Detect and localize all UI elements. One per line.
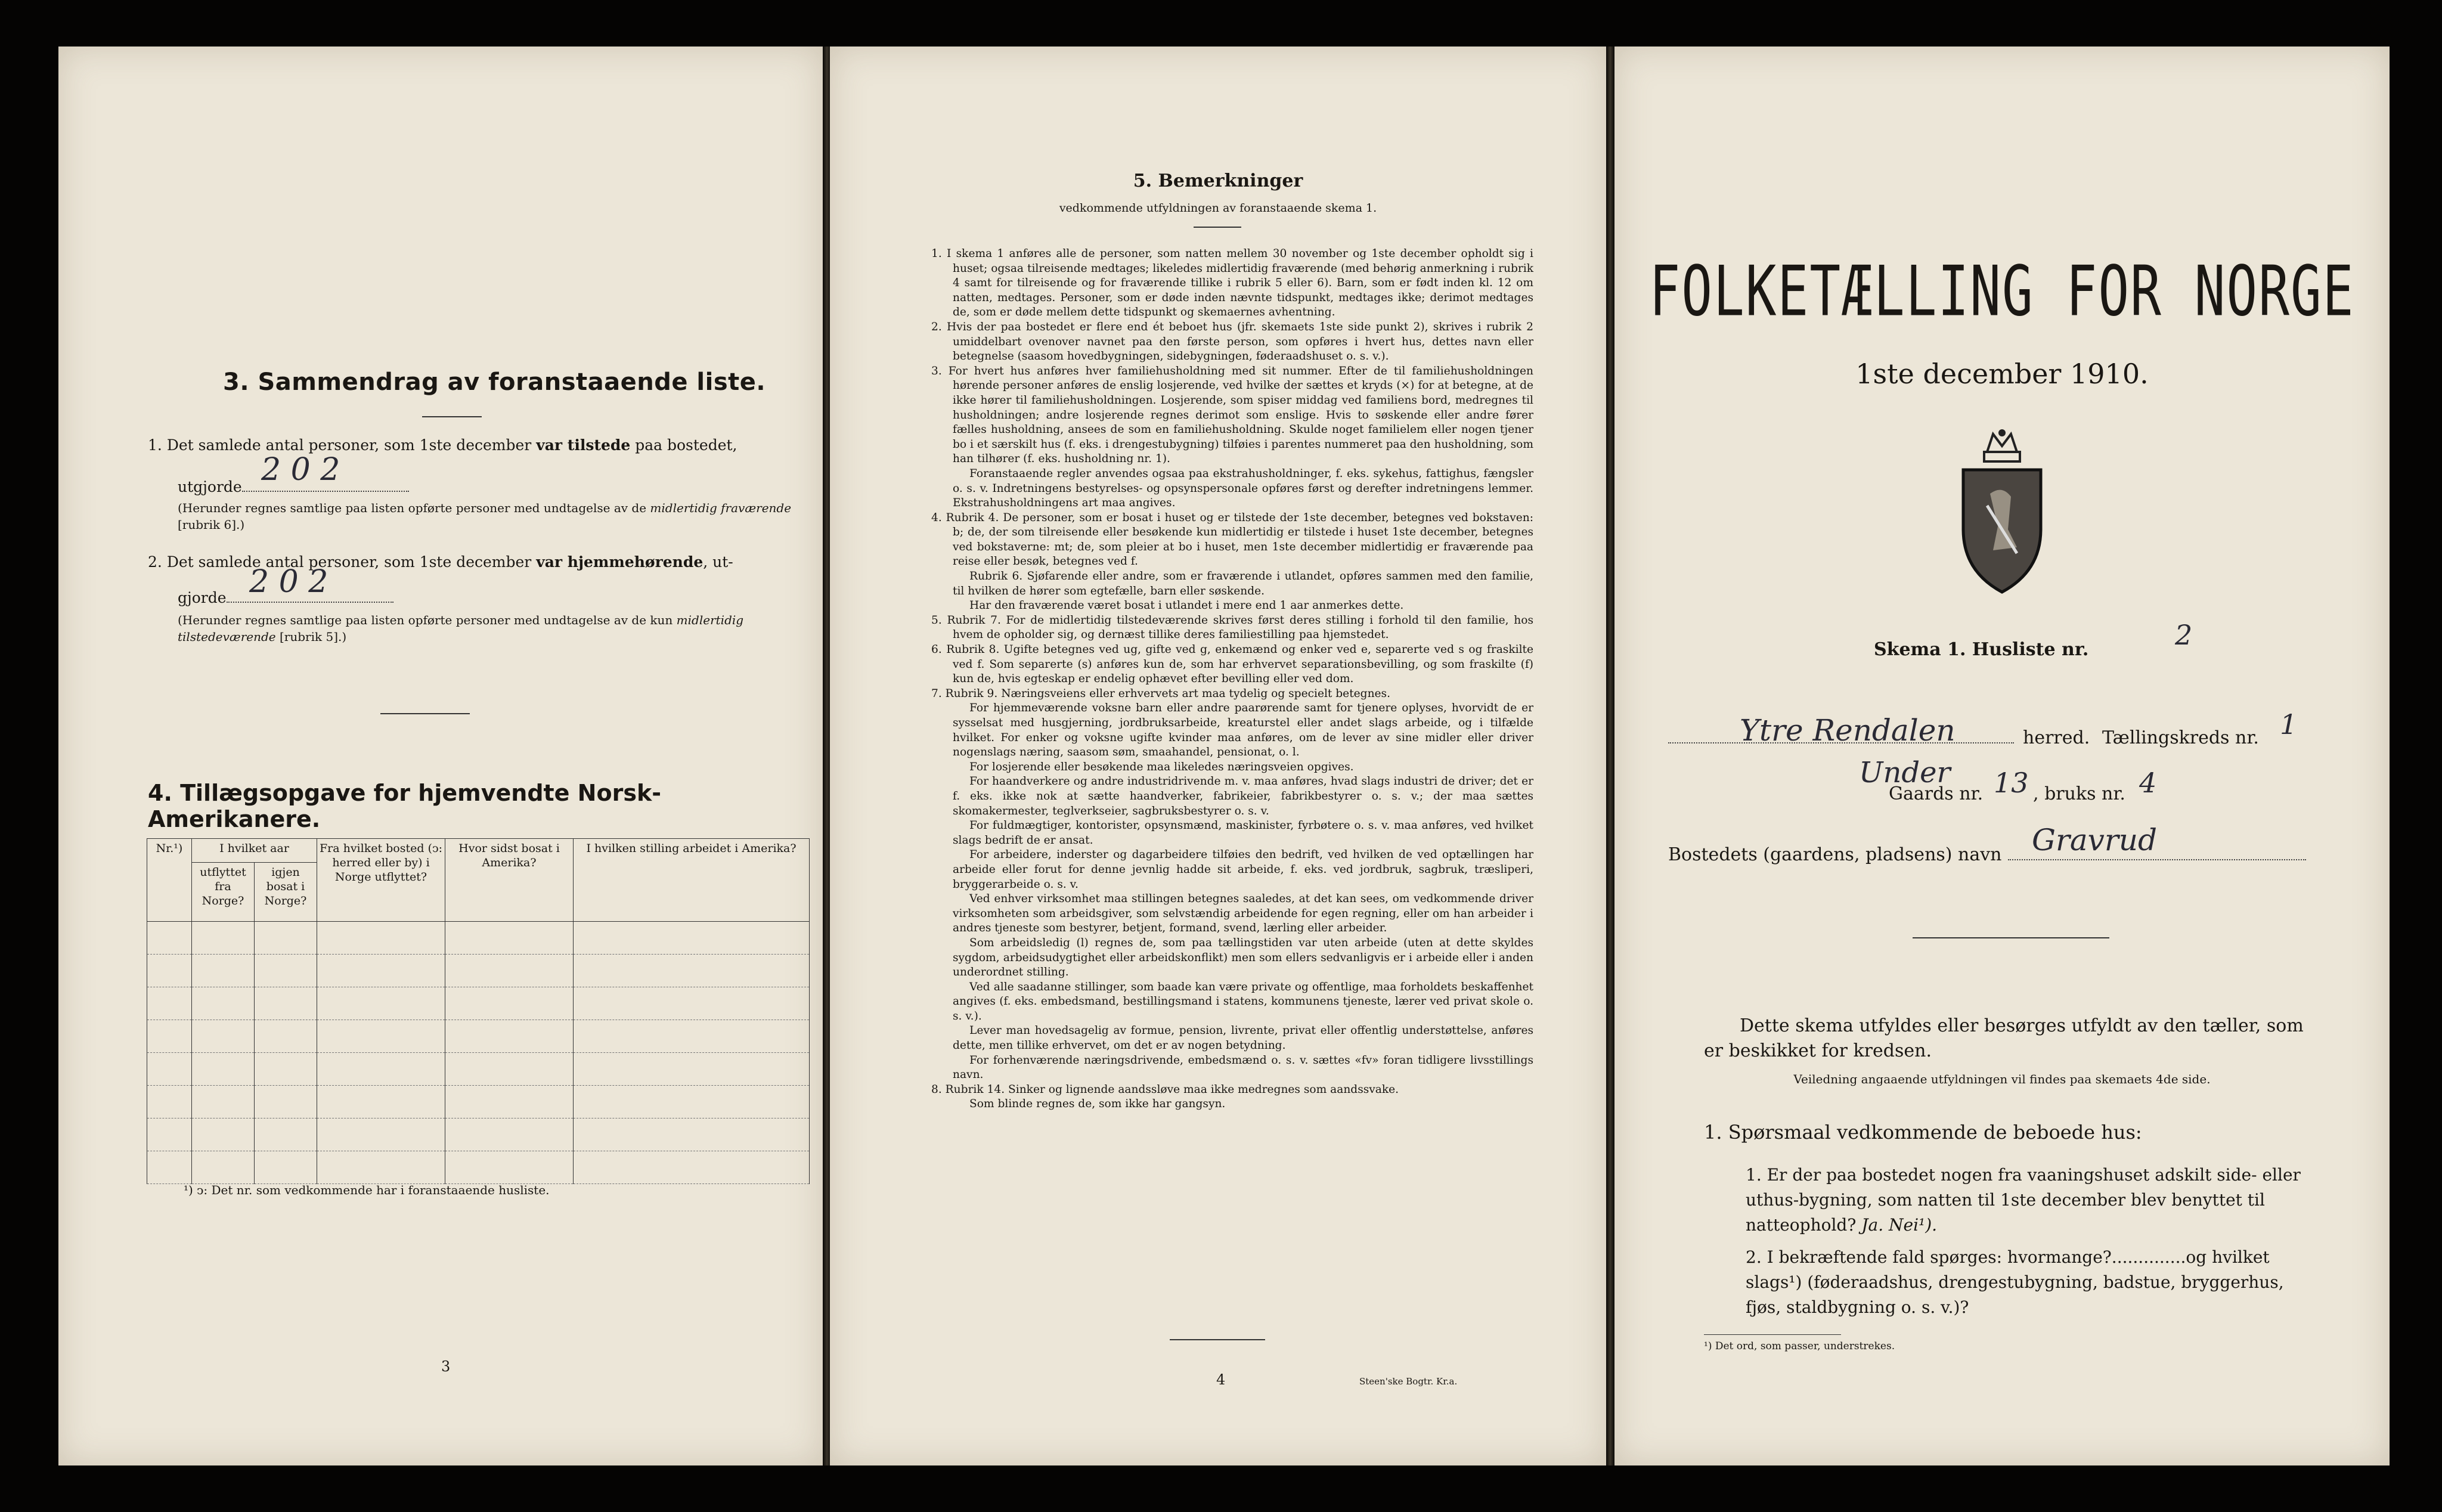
remark-paragraph: Som arbeidsledig (l) regnes de, som paa tællingstiden var uten arbeide (uten at dette skyldes sygdom, arbeidsudygtighet eller arbeidskonflikt) men som ellers sedvanligvis er i arbeide eller i anden underordnet stilling. (953, 936, 1533, 979)
document-title: FOLKETÆLLING FOR NORGE (1649, 252, 2355, 332)
question-1-1: 1. Er der paa bostedet nogen fra vaaningshuset adskilt side- eller uthus-bygning, som natten til 1ste december blev benyttet til natteophold? Ja. Nei¹). (1746, 1165, 2301, 1235)
remark-paragraph: Som blinde regnes de, som ikke har gangsyn. (969, 1098, 1226, 1111)
footnote: ¹) Det ord, som passer, understrekes. (1704, 1340, 1895, 1352)
item1-note: (Herunder regnes samtlige paa listen opførte personer med undtagelse av de midlertidig fraværende [rubrik 6].) (178, 501, 792, 532)
remark-paragraph: Har den fraværende været bosat i utlandet i mere end 1 aar anmerkes dette. (969, 599, 1404, 612)
remark-paragraph: Foranstaaende regler anvendes ogsaa paa ekstrahusholdninger, f. eks. sykehus, fattighus, fængsler o. s. v. Indretningens bestyrelses- og opsynspersonale opføres først og derefter indretningens lemmer. Ekstrahusholdningens art maa angives. (953, 467, 1533, 510)
col-fra: Fra hvilket bosted (ↄ: herred eller by) i Norge utflyttet? (317, 839, 445, 922)
remark-paragraph: For fuldmægtiger, kontorister, opsynsmænd, maskinister, fyrbøtere o. s. v. maa anføres, ved hvilket slags bedrift de er ansat. (953, 819, 1533, 847)
remark-paragraph: 7. Rubrik 9. Næringsveiens eller erhvervets art maa tydelig og specielt betegnes. (931, 687, 1390, 700)
remark-paragraph: For hjemmeværende voksne barn eller andre paarørende samt for tjenere oplyses, hvorvidt de er sysselsat med husgjerning, jordbruksarbeide, kreaturstel eller andet slags arbeide, og i tilfælde hvilket. For enker og voksne ugifte kvinder maa anføres, om de lever av sine midler eller driver nogenslags næring, saasom søm, smaahandel, pensionat, o. l. (953, 702, 1533, 759)
page-number: 3 (441, 1358, 451, 1375)
skema-label: Skema 1. Husliste nr. (1874, 639, 2089, 660)
remark-paragraph: 5. Rubrik 7. For de midlertidig tilstedeværende skrives først deres stilling i forhold til den familie, hos hvem de opholder sig, og dernæst tillike deres familiestilling paa hjemstedet. (931, 614, 1533, 642)
table-row (147, 1086, 810, 1118)
herred-label: herred. (2023, 727, 2090, 748)
bosted-line (2008, 843, 2306, 867)
item2-note: (Herunder regnes samtlige paa listen opførte personer med undtagelse av de kun midlertidig tilstedeværende [rubrik 5].) (178, 613, 744, 644)
remark-paragraph: 8. Rubrik 14. Sinker og lignende aandssløve maa ikke medregnes som aandssvake. (931, 1083, 1399, 1096)
document-date: 1ste december 1910. (1855, 358, 2149, 390)
item2-gjorde: gjorde (178, 587, 393, 609)
remark-paragraph: Ved enhver virksomhet maa stillingen betegnes saaledes, at det kan sees, om vedkommende driver virksomheten som arbeidsgiver, som selvstændig arbeidende for egen regning, eller om han arbeider i andres tjeneste som bestyrer, betjent, formand, svend, lærling eller arbeider. (953, 893, 1533, 935)
gaards-value: 13 (1994, 767, 2029, 799)
coat-of-arms-icon (1951, 428, 2053, 595)
item2-handwritten-value: 2 0 2 (249, 564, 329, 600)
bruks-value: 4 (2139, 767, 2157, 799)
table-footnote: ¹) ↄ: Det nr. som vedkommende har i foranstaaende husliste. (184, 1183, 550, 1197)
remark-paragraph: Lever man hovedsagelig av formue, pension, livrente, privat eller offentlig understøttelse, anføres dette, men tillike erhvervet, om det er av nogen betydning. (953, 1024, 1533, 1052)
table-row (147, 922, 810, 955)
bruks-label: , bruks nr. (2033, 783, 2125, 804)
item1-utgjorde: utgjorde (178, 476, 409, 498)
section5-subtitle: vedkommende utfyldningen av foranstaaende skema 1. (1059, 202, 1377, 215)
intro-text: Dette skema utfyldes eller besørges utfyldt av den tæller, som er beskikket for kredsen. (1704, 1015, 2304, 1061)
col-stilling: I hvilken stilling arbeidet i Amerika? (574, 839, 810, 922)
footnote-rule (1704, 1334, 1841, 1335)
printer-mark: Steen'ske Bogtr. Kr.a. (1359, 1376, 1458, 1387)
remark-paragraph: For forhenværende næringsdrivende, embedsmænd o. s. v. sættes «fv» foran tidligere livsstillings navn. (953, 1054, 1533, 1082)
bosted-value: Gravrud (2032, 823, 2158, 857)
page-left (58, 47, 823, 1465)
table-row (147, 955, 810, 987)
col-nr: Nr.¹) (147, 839, 192, 922)
herred-value: Ytre Rendalen (1740, 713, 1956, 748)
remark-paragraph: For arbeidere, inderster og dagarbeidere tilføies den bedrift, ved hvilken de ved optællingen har arbeide eller forut for denne jevnlig hadde sit arbeide, f. eks. ved jordbruk, sagbruk, træsliperi, bryggerarbeide o. s. v. (953, 848, 1533, 891)
remark-paragraph: Rubrik 6. Sjøfarende eller andre, som er fraværende i utlandet, opføres sammen med den familie, til hvilken de hører som egtefælle, barn eller søskende. (953, 570, 1533, 597)
bosted-label: Bostedets (gaardens, pladsens) navn (1668, 844, 2002, 865)
table-row (147, 1020, 810, 1053)
col-hvor: Hvor sidst bosat i Amerika? (445, 839, 574, 922)
section5-title: 5. Bemerkninger (1133, 171, 1303, 191)
remark-paragraph: 6. Rubrik 8. Ugifte betegnes ved ug, gifte ved g, enkemænd og enker ved e, separerte ved s og fraskilte ved f. Som separerte (s) anføres kun de, som har erhvervet separationsbevilling, og som fraskilte (f) kun de, hvis egteskap er endelig ophævet efter bevilling eller ved dom. (931, 643, 1533, 686)
remark-paragraph: 1. I skema 1 anføres alle de personer, som natten mellem 30 november og 1ste december opholdt sig i huset; ogsaa tilreisende medtages; likeledes midlertidig fraværende (med behørig anmerkning i rubrik 4 samt for tilreisende og for fraværende tillike i rubrik 5 eller 6). Barn, som er født inden kl. 12 om natten, medtages. Personer, som er døde inden nævnte tidspunkt, medtages ikke; derimot medtages de, som er døde mellem dette tidspunkt og skemaernes avhentning. (931, 247, 1533, 319)
remark-paragraph: Ved alle saadanne stillinger, som baade kan være private og offentlige, maa forholdets beskaffenhet angives (f. eks. embedsmand, bestillingsmand i statens, kommunens tjeneste, lærer ved privat skole o. s. v.). (953, 980, 1533, 1023)
divider (422, 416, 482, 417)
table-row (147, 1053, 810, 1086)
item1-handwritten-value: 2 0 2 (261, 452, 340, 488)
ornament-divider (1913, 937, 2109, 938)
table-row (147, 1118, 810, 1151)
herred-line (1668, 726, 2014, 750)
gaards-label: Gaards nr. (1889, 783, 1984, 804)
under-value: Under (1859, 756, 1951, 789)
remark-paragraph: 3. For hvert hus anføres hver familiehusholdning med sit nummer. Efter de til familiehusholdningen hørende personer anføres de enslig losjerende, ved hvilke der sættes et kryds (×) for at betegne, at de ikke hører til familiehusholdningen. Losjerende, som spiser middag ved familiens bord, medregnes til husholdningen; andre losjerende regnes derimot som enslige. Hvis to søskende eller andre fører fælles husholdning, ansees de som en familiehusholdning. Skulde noget familielem eller nogen tjener bo i et særskilt hus (f. eks. i drengestubygning) tilføies i parentes nummeret paa den husholdning, som han tilhører (f. eks. husholdning nr. 1). (931, 364, 1533, 466)
item1-text: 1. Det samlede antal personer, som 1ste december var tilstede paa bostedet, (148, 436, 737, 454)
kreds-label: Tællingskreds nr. (2102, 727, 2259, 748)
page-middle (830, 47, 1606, 1465)
bemerkninger-text (931, 247, 1533, 1112)
page-number: 4 (1216, 1371, 1226, 1388)
question-1-title: 1. Spørsmaal vedkommende de beboede hus: (1704, 1121, 2142, 1144)
col-igjen: igjen bosat i Norge? (255, 863, 317, 922)
item2-text: 2. Det samlede antal personer, som 1ste december var hjemmehørende, ut- (148, 553, 733, 571)
kreds-value: 1 (2280, 708, 2298, 740)
divider (1170, 1339, 1265, 1340)
remark-paragraph: 2. Hvis der paa bostedet er flere end ét beboet hus (jfr. skemaets 1ste side punkt 2), skrives i rubrik 2 umiddelbart ovenover navnet paa den første person, som opføres i hvert hus, dettes navn eller betegnelse (saasom hovedbygningen, sidebygningen, føderaadshuset o. s. v.). (931, 320, 1533, 363)
remark-paragraph: For losjerende eller besøkende maa likeledes næringsveien opgives. (969, 760, 1354, 773)
husliste-nr: 2 (2175, 619, 2193, 651)
remark-paragraph: For haandverkere og andre industridrivende m. v. maa anføres, hvad slags industri de driver; det er f. eks. ikke nok at sætte haandverker, fabrikeier, fabrikbestyrer o. s. v.; der maa sættes skomakermester, teglverkseier, sagbruksbestyrer o. s. v. (953, 775, 1533, 817)
col-utflyttet: utflyttet fra Norge? (192, 863, 255, 922)
norsk-amerikanere-table (147, 838, 810, 1184)
divider (1194, 227, 1241, 228)
divider (380, 713, 470, 714)
table-row (147, 987, 810, 1020)
page-right (1614, 47, 2390, 1465)
col-group: I hvilket aar (192, 839, 317, 863)
table-row (147, 1151, 810, 1184)
intro-sub: Veiledning angaaende utfyldningen vil findes paa skemaets 4de side. (1793, 1072, 2211, 1086)
question-1-2: 2. I bekræftende fald spørges: hvormange?..............og hvilket slags¹) (føderaadshus, drengestubygning, badstue, bryggerhus, fjøs, staldbygning o. s. v.)? (1746, 1247, 2284, 1317)
remark-paragraph: 4. Rubrik 4. De personer, som er bosat i huset og er tilstede der 1ste december, betegnes ved bokstaven: b; de, der som tilreisende eller besøkende kun midlertidig er tilstede i huset 1ste december, betegnes ved bokstaverne: mt; de, som pleier at bo i huset, men 1ste december midlertidig er fraværende paa reise eller besøk, betegnes ved f. (931, 511, 1533, 568)
section4-title: 4. Tillægsopgave for hjemvendte Norsk-Amerikanere. (148, 780, 661, 832)
section3-title: 3. Sammendrag av foranstaaende liste. (223, 368, 766, 396)
fold (1606, 47, 1614, 1465)
